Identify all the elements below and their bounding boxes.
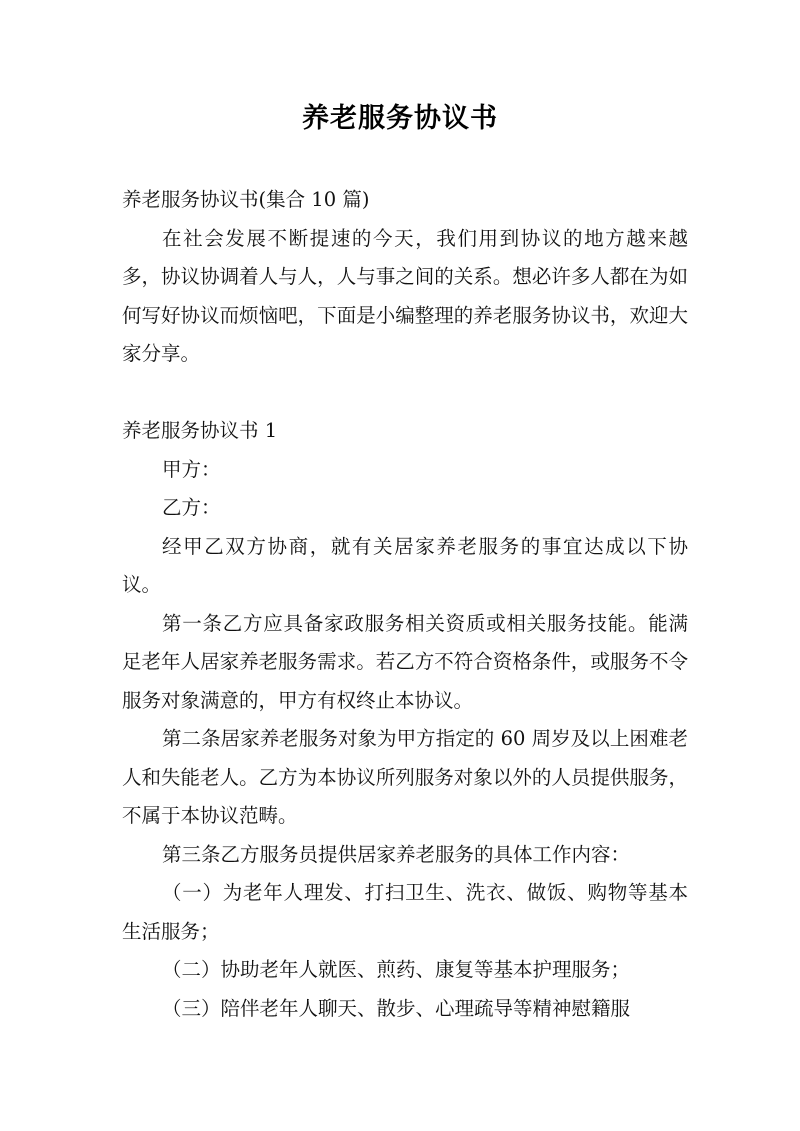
article-one-paragraph: 第一条乙方应具备家政服务相关资质或相关服务技能。能满足老年人居家养老服务需求。若乙方不符合资格条件，或服务不令服务对象满意的，甲方有权终止本协议。 [122, 611, 688, 712]
service-item-three: （三）陪伴老年人聊天、散步、心理疏导等精神慰籍服 [162, 996, 631, 1020]
party-a-line: 甲方： [162, 457, 221, 481]
service-item-two: （二）协助老年人就医、煎药、康复等基本护理服务； [162, 958, 631, 981]
document-subtitle: 养老服务协议书(集合 10 篇) [122, 188, 370, 211]
agreement-paragraph: 经甲乙双方协商，就有关居家养老服务的事宜达成以下协议。 [122, 534, 688, 596]
service-item-one: （一）为老年人理发、打扫卫生、洗衣、做饭、购物等基本生活服务； [122, 881, 688, 943]
party-b-line: 乙方： [162, 496, 221, 519]
paragraph-spacer [122, 374, 688, 413]
section-heading: 养老服务协议书 1 [122, 419, 278, 442]
document-title: 养老服务协议书 [302, 103, 498, 134]
intro-paragraph: 在社会发展不断提速的今天，我们用到协议的地方越来越多，协议协调着人与人，人与事之间的关系。想必许多人都在为如何写好协议而烦恼吧，下面是小编整理的养老服务协议书，欢迎大家分享。 [122, 226, 688, 365]
article-two-paragraph: 第二条居家养老服务对象为甲方指定的 60 周岁及以上困难老人和失能老人。乙方为本协议所列服务对象以外的人员提供服务，不属于本协议范畴。 [122, 727, 688, 827]
article-three-paragraph: 第三条乙方服务员提供居家养老服务的具体工作内容： [162, 842, 631, 866]
document-body [122, 181, 688, 1028]
